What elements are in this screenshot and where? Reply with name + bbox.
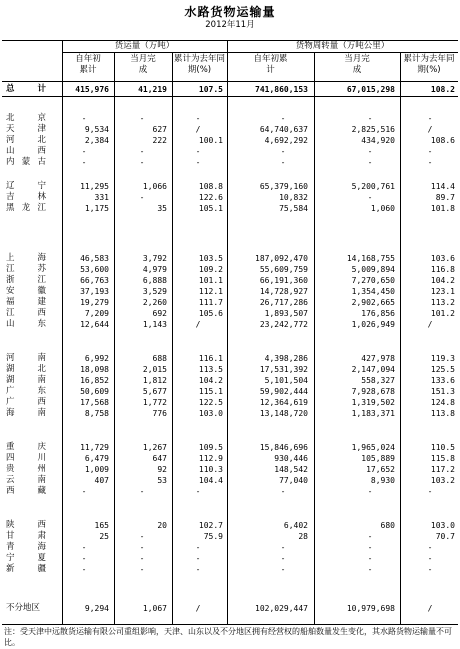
table-cell: - — [139, 158, 145, 167]
table-cell: 122.6 — [198, 193, 223, 202]
table-cell: - — [427, 147, 433, 156]
table-cell: 117.2 — [430, 465, 455, 474]
region-label: 西 藏 — [6, 486, 46, 496]
table-cell: 692 — [152, 309, 167, 318]
table-cell: 2,260 — [142, 298, 167, 307]
table-cell: 110.5 — [430, 443, 455, 452]
table-cell: 741,860,153 — [255, 85, 308, 94]
table-cell: - — [195, 554, 201, 563]
freight-table — [2, 40, 458, 624]
table-cell: / — [427, 125, 433, 134]
region-label: 黑 龙 江 — [6, 203, 46, 213]
table-cell: 17,568 — [80, 398, 109, 407]
table-cell: 37,193 — [80, 287, 109, 296]
table-cell: 111.7 — [198, 298, 223, 307]
region-label: 甘 肃 — [6, 531, 46, 541]
table-cell: - — [427, 554, 433, 563]
table-cell: - — [81, 554, 87, 563]
table-cell: / — [195, 125, 201, 134]
table-cell: 108.8 — [198, 182, 223, 191]
table-cell: 8,758 — [84, 409, 109, 418]
cargo-volume-header: 货运量（万吨） — [114, 41, 175, 51]
table-cell: 7,928,678 — [351, 387, 395, 396]
table-cell: 77,040 — [279, 476, 308, 485]
table-cell: - — [139, 114, 145, 123]
table-cell: 1,175 — [84, 204, 109, 213]
table-cell: 53,600 — [80, 265, 109, 274]
region-label: 天 津 — [6, 124, 46, 134]
table-cell: 25 — [99, 532, 109, 541]
table-cell: - — [195, 487, 201, 496]
table-cell: 8,930 — [370, 476, 395, 485]
table-cell: 6,402 — [283, 521, 308, 530]
table-cell: 688 — [152, 354, 167, 363]
table-cell: - — [81, 487, 87, 496]
region-label: 河 南 — [6, 353, 46, 363]
table-cell: 5,009,894 — [351, 265, 395, 274]
table-cell: 6,479 — [84, 454, 109, 463]
table-cell: 15,846,696 — [259, 443, 308, 452]
table-cell: 124.8 — [430, 398, 455, 407]
table-cell: 50,609 — [80, 387, 109, 396]
table-cell: 9,294 — [84, 604, 109, 613]
table-cell: 119.3 — [430, 354, 455, 363]
table-cell: 7,270,650 — [351, 276, 395, 285]
table-cell: 19,279 — [80, 298, 109, 307]
table-cell: 55,609,759 — [259, 265, 308, 274]
table-cell: - — [367, 543, 373, 552]
table-cell: - — [195, 565, 201, 574]
region-label: 江 西 — [6, 308, 46, 318]
table-cell: 115.8 — [430, 454, 455, 463]
table-cell: 434,920 — [361, 136, 395, 145]
table-cell: 112.9 — [198, 454, 223, 463]
region-label: 辽 宁 — [6, 181, 46, 191]
region-label: 陕 西 — [6, 520, 46, 530]
region-label: 湖 北 — [6, 364, 46, 374]
table-cell: 1,354,450 — [351, 287, 395, 296]
table-cell: - — [367, 565, 373, 574]
table-cell: - — [367, 554, 373, 563]
table-cell: 3,529 — [142, 287, 167, 296]
table-cell: - — [195, 158, 201, 167]
table-cell: - — [139, 147, 145, 156]
table-cell: 16,852 — [80, 376, 109, 385]
table-cell: 101.8 — [430, 204, 455, 213]
table-cell: 89.7 — [435, 193, 455, 202]
table-cell: 103.5 — [198, 254, 223, 263]
table-cell: 647 — [152, 454, 167, 463]
table-cell: - — [139, 543, 145, 552]
table-cell: - — [367, 487, 373, 496]
table-cell: 35 — [157, 204, 167, 213]
table-cell: - — [195, 114, 201, 123]
table-cell: 122.5 — [198, 398, 223, 407]
table-cell: - — [195, 543, 201, 552]
table-cell: - — [367, 193, 373, 202]
table-cell: 5,101,504 — [264, 376, 308, 385]
table-cell: - — [81, 565, 87, 574]
table-cell: 125.5 — [430, 365, 455, 374]
region-label: 上 海 — [6, 253, 46, 263]
table-cell: 9,534 — [84, 125, 109, 134]
table-cell: 105.6 — [198, 309, 223, 318]
table-cell: 102,029,447 — [255, 604, 308, 613]
table-cell: 59,902,444 — [259, 387, 308, 396]
table-cell: 415,976 — [75, 85, 109, 94]
table-cell: 165 — [94, 521, 109, 530]
table-cell: 113.5 — [198, 365, 223, 374]
table-cell: 6,992 — [84, 354, 109, 363]
table-cell: 4,398,286 — [264, 354, 308, 363]
table-cell: 1,267 — [142, 443, 167, 452]
region-label: 重 庆 — [6, 442, 46, 452]
table-cell: 1,060 — [370, 204, 395, 213]
table-cell: 70.7 — [435, 532, 455, 541]
table-cell: 26,717,286 — [259, 298, 308, 307]
table-cell: 104.4 — [198, 476, 223, 485]
region-label: 四 川 — [6, 453, 46, 463]
table-cell: 28 — [298, 532, 308, 541]
table-cell: - — [427, 487, 433, 496]
table-cell: 123.1 — [430, 287, 455, 296]
table-cell: 110.3 — [198, 465, 223, 474]
table-cell: 108.6 — [430, 136, 455, 145]
table-cell: - — [367, 532, 373, 541]
region-label: 广 东 — [6, 386, 46, 396]
table-cell: 20 — [157, 521, 167, 530]
table-cell: - — [139, 565, 145, 574]
table-cell: 66,763 — [80, 276, 109, 285]
table-cell: 101.1 — [198, 276, 223, 285]
table-cell: - — [195, 147, 201, 156]
table-cell: 4,692,292 — [264, 136, 308, 145]
table-cell: 6,888 — [142, 276, 167, 285]
table-cell: 107.5 — [198, 85, 223, 94]
table-cell: - — [280, 158, 286, 167]
table-cell: 1,183,371 — [351, 409, 395, 418]
table-cell: 148,542 — [274, 465, 308, 474]
region-label: 新 疆 — [6, 564, 46, 574]
region-label: 总 计 — [6, 84, 46, 94]
turnover-cum-header: 自年初累计 — [253, 54, 288, 75]
cargo-cum-header: 自年初累计 — [75, 54, 101, 75]
table-cell: 23,242,772 — [259, 320, 308, 329]
table-cell: - — [280, 487, 286, 496]
table-cell: - — [81, 147, 87, 156]
table-cell: 18,098 — [80, 365, 109, 374]
table-cell: 115.1 — [198, 387, 223, 396]
table-cell: 109.5 — [198, 443, 223, 452]
table-cell: / — [195, 604, 201, 613]
table-cell: 2,147,094 — [351, 365, 395, 374]
table-cell: - — [367, 147, 373, 156]
table-cell: 5,677 — [142, 387, 167, 396]
table-cell: - — [427, 158, 433, 167]
table-cell: 75.9 — [203, 532, 223, 541]
table-cell: 407 — [94, 476, 109, 485]
table-cell: 176,856 — [361, 309, 395, 318]
table-cell: 11,295 — [80, 182, 109, 191]
region-label: 湖 南 — [6, 375, 46, 385]
table-cell: 627 — [152, 125, 167, 134]
table-cell: 2,015 — [142, 365, 167, 374]
table-cell: / — [195, 320, 201, 329]
table-cell: 92 — [157, 465, 167, 474]
table-cell: 103.6 — [430, 254, 455, 263]
table-cell: 108.2 — [430, 85, 455, 94]
table-cell: - — [81, 158, 87, 167]
table-cell: - — [280, 147, 286, 156]
table-cell: 100.1 — [198, 136, 223, 145]
region-label: 江 苏 — [6, 264, 46, 274]
table-cell: - — [280, 554, 286, 563]
table-cell: 53 — [157, 476, 167, 485]
table-cell: 1,026,949 — [351, 320, 395, 329]
region-label: 贵 州 — [6, 464, 46, 474]
cargo-ratio-header: 累计为去年同期(%) — [173, 54, 225, 75]
region-label: 浙 江 — [6, 275, 46, 285]
table-cell: 151.3 — [430, 387, 455, 396]
table-cell: 14,168,755 — [346, 254, 395, 263]
table-cell: 1,319,502 — [351, 398, 395, 407]
table-cell: 17,652 — [366, 465, 395, 474]
table-cell: 1,066 — [142, 182, 167, 191]
table-cell: - — [427, 543, 433, 552]
page-subtitle: 2012年11月 — [205, 20, 255, 30]
table-cell: 116.1 — [198, 354, 223, 363]
table-cell: 12,364,619 — [259, 398, 308, 407]
table-cell: 1,067 — [142, 604, 167, 613]
region-label: 不分地区 — [6, 603, 41, 613]
table-cell: 10,832 — [279, 193, 308, 202]
table-cell: - — [427, 565, 433, 574]
table-cell: 7,209 — [84, 309, 109, 318]
turnover-header: 货物周转量（万吨公里） — [295, 41, 390, 51]
table-cell: - — [139, 532, 145, 541]
table-cell: 4,979 — [142, 265, 167, 274]
region-label: 吉 林 — [6, 192, 46, 202]
table-cell: 1,772 — [142, 398, 167, 407]
table-cell: 427,978 — [361, 354, 395, 363]
table-cell: 187,092,470 — [255, 254, 308, 263]
table-cell: 41,219 — [138, 85, 167, 94]
region-label: 青 海 — [6, 542, 46, 552]
table-cell: - — [367, 114, 373, 123]
table-cell: 222 — [152, 136, 167, 145]
table-cell: 103.2 — [430, 476, 455, 485]
table-cell: 116.8 — [430, 265, 455, 274]
table-cell: 64,740,637 — [259, 125, 308, 134]
table-cell: - — [139, 193, 145, 202]
cargo-month-header: 当月完成 — [130, 54, 156, 75]
table-cell: 103.0 — [198, 409, 223, 418]
table-cell: / — [427, 320, 433, 329]
table-cell: 5,200,761 — [351, 182, 395, 191]
table-cell: 75,584 — [279, 204, 308, 213]
table-cell: 776 — [152, 409, 167, 418]
region-label: 安 徽 — [6, 286, 46, 296]
table-cell: 105.1 — [198, 204, 223, 213]
table-cell: - — [81, 543, 87, 552]
table-cell: 2,384 — [84, 136, 109, 145]
footnote: 注：受天津中远散货运输有限公司重组影响，天津、山东以及不分地区拥有经营权的船舶数量发生变化，其水路货物运输量不可比。 — [4, 627, 452, 647]
total-bottom-rule — [2, 96, 458, 97]
table-cell: 2,902,665 — [351, 298, 395, 307]
table-cell: 105,889 — [361, 454, 395, 463]
table-cell: 103.0 — [430, 521, 455, 530]
region-label: 山 西 — [6, 146, 46, 156]
table-cell: 67,015,298 — [346, 85, 395, 94]
table-cell: 11,729 — [80, 443, 109, 452]
table-cell: - — [139, 487, 145, 496]
table-bottom-rule — [2, 624, 458, 625]
table-cell: 1,812 — [142, 376, 167, 385]
table-cell: 331 — [94, 193, 109, 202]
table-cell: 13,148,720 — [259, 409, 308, 418]
table-cell: 65,379,160 — [259, 182, 308, 191]
table-cell: - — [367, 158, 373, 167]
region-label: 河 北 — [6, 135, 46, 145]
table-cell: - — [280, 114, 286, 123]
table-cell: 14,728,927 — [259, 287, 308, 296]
table-cell: 133.6 — [430, 376, 455, 385]
table-cell: - — [81, 114, 87, 123]
table-cell: 1,965,024 — [351, 443, 395, 452]
turnover-ratio-header: 累计为去年同期(%) — [403, 54, 455, 75]
table-cell: 66,191,360 — [259, 276, 308, 285]
table-cell: - — [280, 565, 286, 574]
region-label: 山 东 — [6, 319, 46, 329]
header-bottom-rule — [2, 81, 458, 82]
table-cell: 17,531,392 — [259, 365, 308, 374]
table-cell: 930,446 — [274, 454, 308, 463]
table-cell: - — [139, 554, 145, 563]
table-cell: 2,825,516 — [351, 125, 395, 134]
page-title: 水路货物运输量 — [184, 5, 276, 19]
table-cell: 3,792 — [142, 254, 167, 263]
region-label: 福 建 — [6, 297, 46, 307]
table-cell: 113.8 — [430, 409, 455, 418]
region-label: 海 南 — [6, 408, 46, 418]
table-cell: 680 — [380, 521, 395, 530]
table-cell: 12,644 — [80, 320, 109, 329]
table-cell: 46,583 — [80, 254, 109, 263]
table-cell: 112.1 — [198, 287, 223, 296]
table-cell: 114.4 — [430, 182, 455, 191]
table-cell: 109.2 — [198, 265, 223, 274]
region-label: 宁 夏 — [6, 553, 46, 563]
table-cell: 104.2 — [198, 376, 223, 385]
region-label: 内 蒙 古 — [6, 157, 46, 167]
table-cell: 1,893,507 — [264, 309, 308, 318]
table-cell: 104.2 — [430, 276, 455, 285]
region-label: 北 京 — [6, 113, 46, 123]
turnover-month-header: 当月完成 — [344, 54, 370, 75]
table-cell: / — [427, 604, 433, 613]
table-cell: 10,979,698 — [346, 604, 395, 613]
header-group-rule — [62, 52, 458, 53]
region-label: 云 南 — [6, 475, 46, 485]
table-cell: 101.2 — [430, 309, 455, 318]
table-cell: 1,009 — [84, 465, 109, 474]
col-rule — [314, 52, 315, 624]
region-label: 广 西 — [6, 397, 46, 407]
table-cell: - — [427, 114, 433, 123]
table-cell: 102.7 — [198, 521, 223, 530]
table-cell: - — [280, 543, 286, 552]
col-rule — [227, 40, 228, 624]
table-cell: 558,327 — [361, 376, 395, 385]
table-cell: 1,143 — [142, 320, 167, 329]
table-cell: 113.2 — [430, 298, 455, 307]
